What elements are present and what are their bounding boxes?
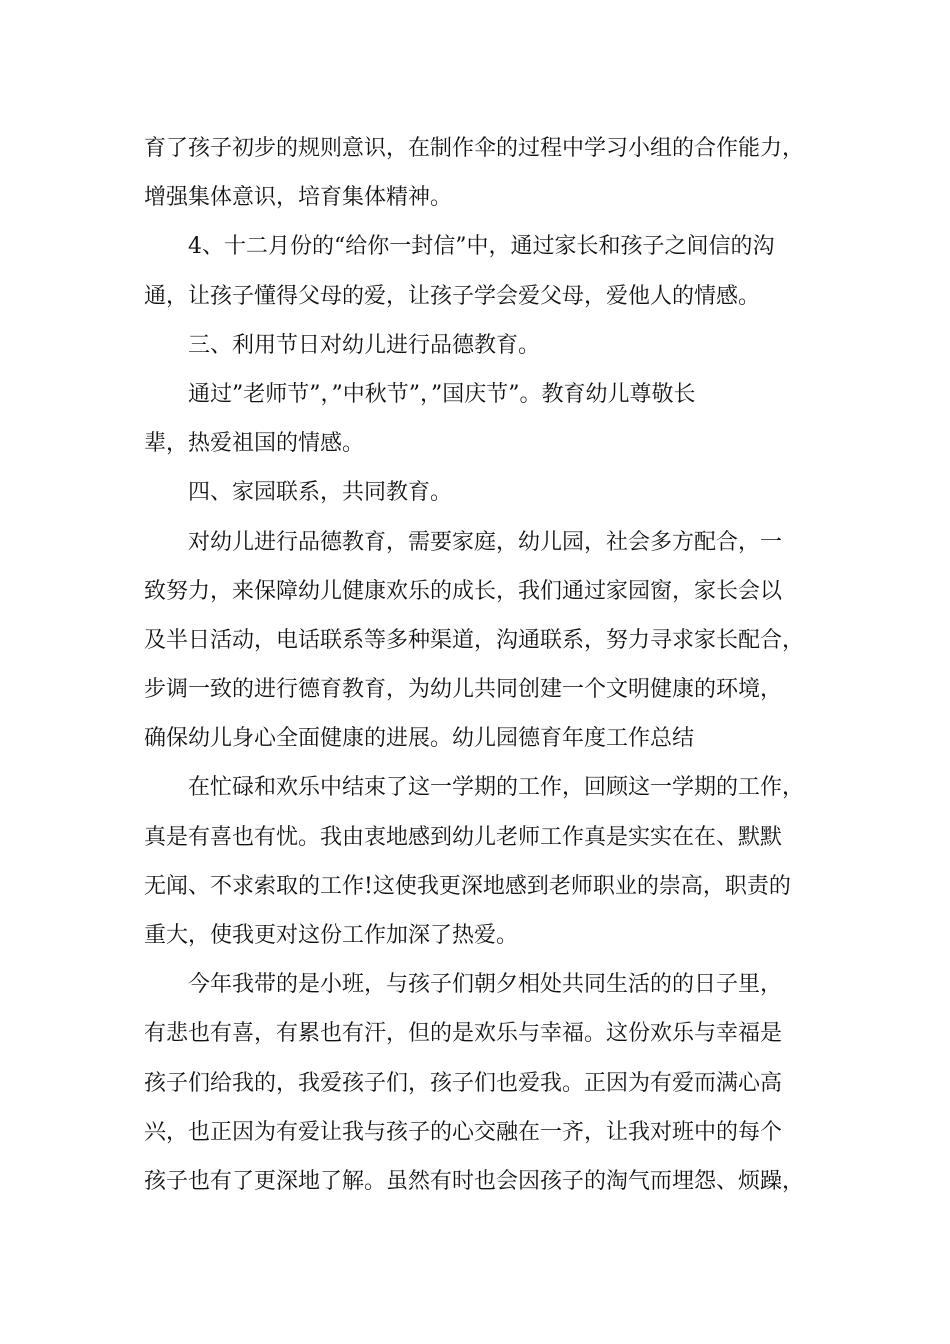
text-line: 确保幼儿身心全面健康的进展。幼儿园德育年度工作总结 [144,726,695,752]
text-line: 育了孩子初步的规则意识，在制作伞的过程中学习小组的合作能力， [144,136,805,161]
text-line: 今年我带的是小班，与孩子们朝夕相处共同生活的的日子里， [188,972,783,998]
text-line: 孩子也有了更深地了解。虽然有时也会因孩子的淘气而埋怨、烦躁， [144,1168,805,1194]
text-line: 兴，也正因为有爱让我与孩子的心交融在一齐，让我对班中的每个 [144,1119,783,1145]
text-line: 步调一致的进行德育教育，为幼儿共同创建一个文明健康的环境， [144,677,783,703]
text-line: 在忙碌和欢乐中结束了这一学期的工作，回顾这一学期的工作， [188,775,805,801]
text-line: 辈，热爱祖国的情感。 [144,431,365,457]
text-line: 通，让孩子懂得父母的爱，让孩子学会爱父母，爱他人的情感。 [144,283,761,309]
text-line: 增强集体意识，培育集体精神。 [144,185,453,211]
text-line: 有悲也有喜，有累也有汗，但的是欢乐与幸福。这份欢乐与幸福是 [144,1021,783,1047]
section-heading: 四、家园联系，共同教育。 [188,480,453,506]
text-line: 致努力，来保障幼儿健康欢乐的成长，我们通过家园窗，家长会以 [144,578,783,604]
section-heading: 三、利用节日对幼儿进行品德教育。 [188,332,541,358]
text-line: 及半日活动，电话联系等多种渠道，沟通联系，努力寻求家长配合， [144,627,805,653]
text-line: 真是有喜也有忧。我由衷地感到幼儿老师工作真是实实在在、默默 [144,824,783,850]
text-line: 4、十二月份的“给你一封信”中，通过家长和孩子之间信的沟 [188,234,775,260]
text-line: 重大，使我更对这份工作加深了热爱。 [144,923,519,948]
text-line: 孩子们给我的，我爱孩子们，孩子们也爱我。正因为有爱而满心高 [144,1070,783,1096]
text-line: 对幼儿进行品德教育，需要家庭，幼儿园，社会多方配合，一 [188,529,783,555]
document-body [144,124,829,1206]
text-line: 通过”老师节”，”中秋节”，”国庆节”。教育幼儿尊敬长 [188,381,696,407]
text-line: 无闻、不求索取的工作!这使我更深地感到老师职业的崇高，职责的 [144,873,791,899]
